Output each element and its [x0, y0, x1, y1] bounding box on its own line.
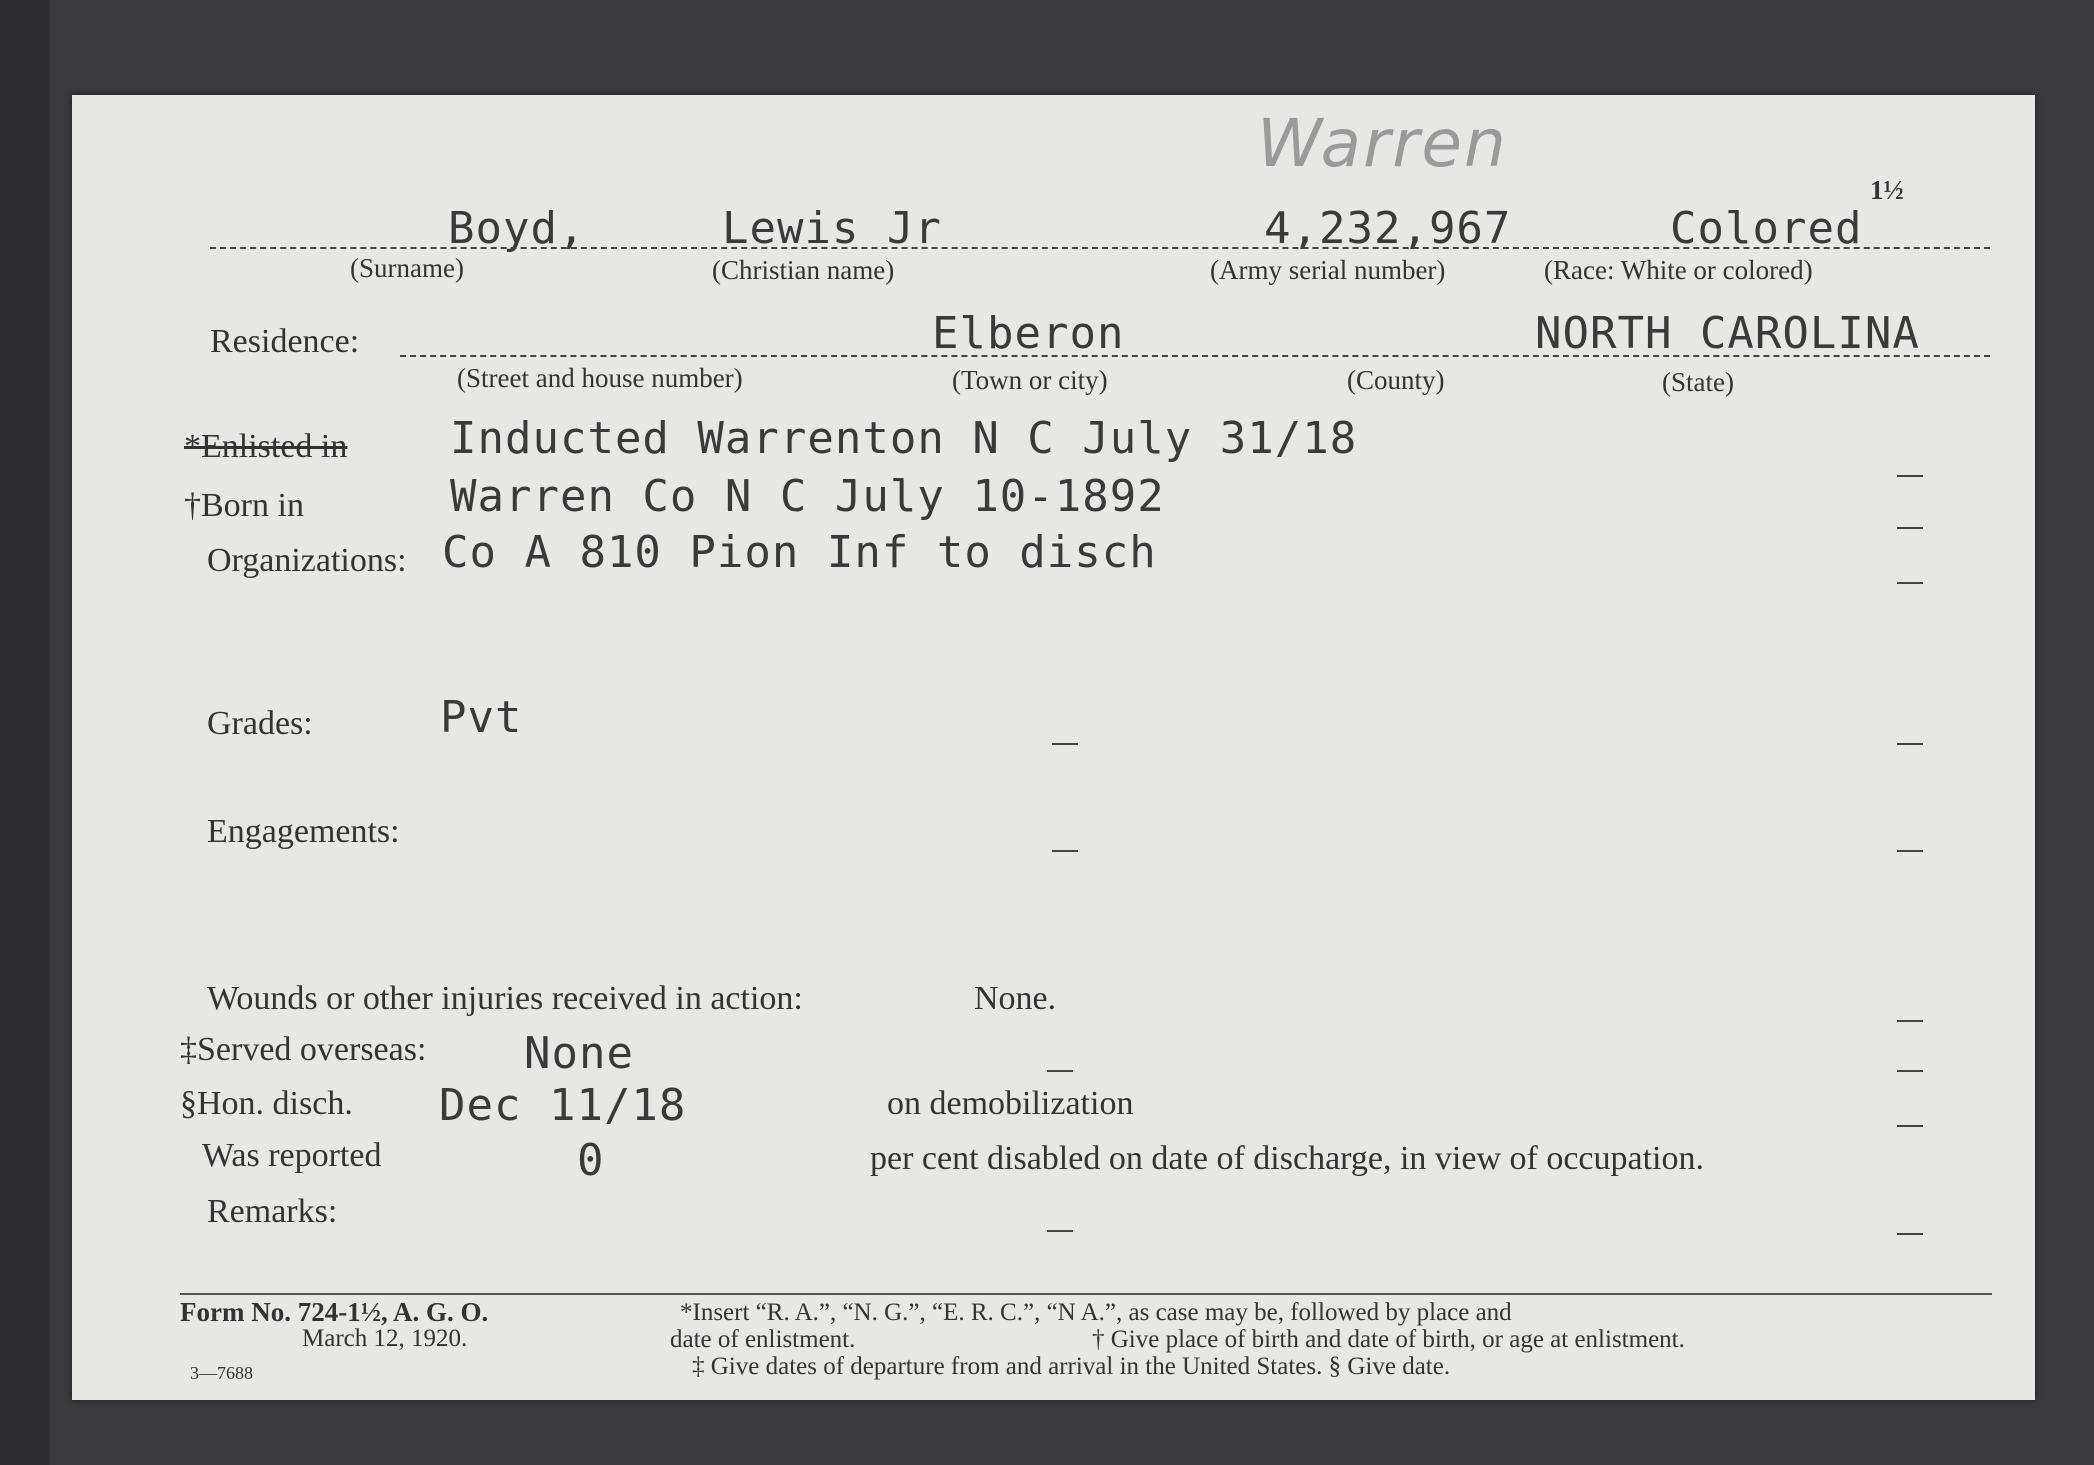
- hon-disch-note: on demobilization: [887, 1085, 1134, 1122]
- footer-rule: [180, 1293, 1992, 1295]
- organizations-value: Co A 810 Pion Inf to disch: [442, 527, 1157, 578]
- residence-line: [400, 355, 1990, 357]
- race-value: Colored: [1670, 203, 1863, 254]
- dash-mark: [1897, 1070, 1923, 1072]
- enlisted-value: Inducted Warrenton N C July 31/18: [450, 413, 1358, 464]
- dash-mark: [1047, 1070, 1073, 1072]
- born-label: †Born in: [184, 487, 304, 524]
- residence-label: Residence:: [210, 323, 360, 360]
- handwritten-county: Warren: [1257, 105, 1508, 182]
- reported-note: per cent disabled on date of discharge, in view of occupation.: [870, 1140, 1704, 1177]
- enlisted-label: *Enlisted in: [184, 428, 348, 465]
- background-edge: [0, 0, 50, 1465]
- reported-value: 0: [577, 1135, 605, 1186]
- wounds-value: None.: [974, 980, 1057, 1017]
- serial-number-caption: (Army serial number): [1210, 255, 1446, 285]
- footnote-enlistment: date of enlistment.: [670, 1326, 856, 1353]
- form-fraction: 1½: [1870, 175, 1904, 205]
- race-caption: (Race: White or colored): [1544, 255, 1813, 285]
- grades-label: Grades:: [207, 705, 313, 742]
- town-caption: (Town or city): [952, 365, 1108, 395]
- header-line: [210, 247, 1990, 249]
- dash-mark: [1897, 850, 1923, 852]
- town-value: Elberon: [932, 308, 1125, 359]
- dash-mark: [1052, 850, 1078, 852]
- footnote-overseas: ‡ Give dates of departure from and arrival in the United States. § Give date.: [692, 1353, 1451, 1380]
- dash-mark: [1897, 527, 1923, 529]
- print-code: 3—7688: [190, 1363, 253, 1383]
- reported-label: Was reported: [202, 1137, 382, 1174]
- hon-disch-label: §Hon. disch.: [180, 1085, 353, 1122]
- dash-mark: [1897, 743, 1923, 745]
- form-date: March 12, 1920.: [302, 1325, 468, 1352]
- service-record-card: [72, 95, 2035, 1400]
- serial-number-value: 4,232,967: [1264, 203, 1512, 254]
- dash-mark: [1897, 475, 1923, 477]
- dash-mark: [1897, 1125, 1923, 1127]
- street-caption: (Street and house number): [457, 363, 743, 393]
- dash-mark: [1897, 1233, 1923, 1235]
- form-number: Form No. 724-1½, A. G. O.: [180, 1297, 489, 1327]
- surname-value: Boyd,: [448, 203, 586, 254]
- remarks-label: Remarks:: [207, 1193, 338, 1230]
- wounds-label: Wounds or other injuries received in action:: [207, 980, 803, 1017]
- christian-name-value: Lewis Jr: [722, 203, 942, 254]
- engagements-label: Engagements:: [207, 813, 400, 850]
- footnote-insert: *Insert “R. A.”, “N. G.”, “E. R. C.”, “N A.”, as case may be, followed by place and: [680, 1299, 1512, 1326]
- county-caption: (County): [1347, 365, 1445, 395]
- hon-disch-value: Dec 11/18: [439, 1080, 687, 1131]
- surname-caption: (Surname): [350, 253, 464, 283]
- organizations-label: Organizations:: [207, 542, 407, 579]
- served-overseas-label: ‡Served overseas:: [180, 1031, 427, 1068]
- dash-mark: [1897, 582, 1923, 584]
- state-caption: (State): [1662, 367, 1734, 397]
- christian-name-caption: (Christian name): [712, 255, 895, 285]
- footnote-birth: † Give place of birth and date of birth, or age at enlistment.: [1092, 1326, 1685, 1353]
- state-value: NORTH CAROLINA: [1535, 308, 1920, 359]
- grades-value: Pvt: [440, 692, 523, 743]
- dash-mark: [1052, 743, 1078, 745]
- dash-mark: [1897, 1020, 1923, 1022]
- served-overseas-value: None: [524, 1028, 634, 1079]
- born-value: Warren Co N C July 10-1892: [450, 471, 1165, 522]
- dash-mark: [1047, 1230, 1073, 1232]
